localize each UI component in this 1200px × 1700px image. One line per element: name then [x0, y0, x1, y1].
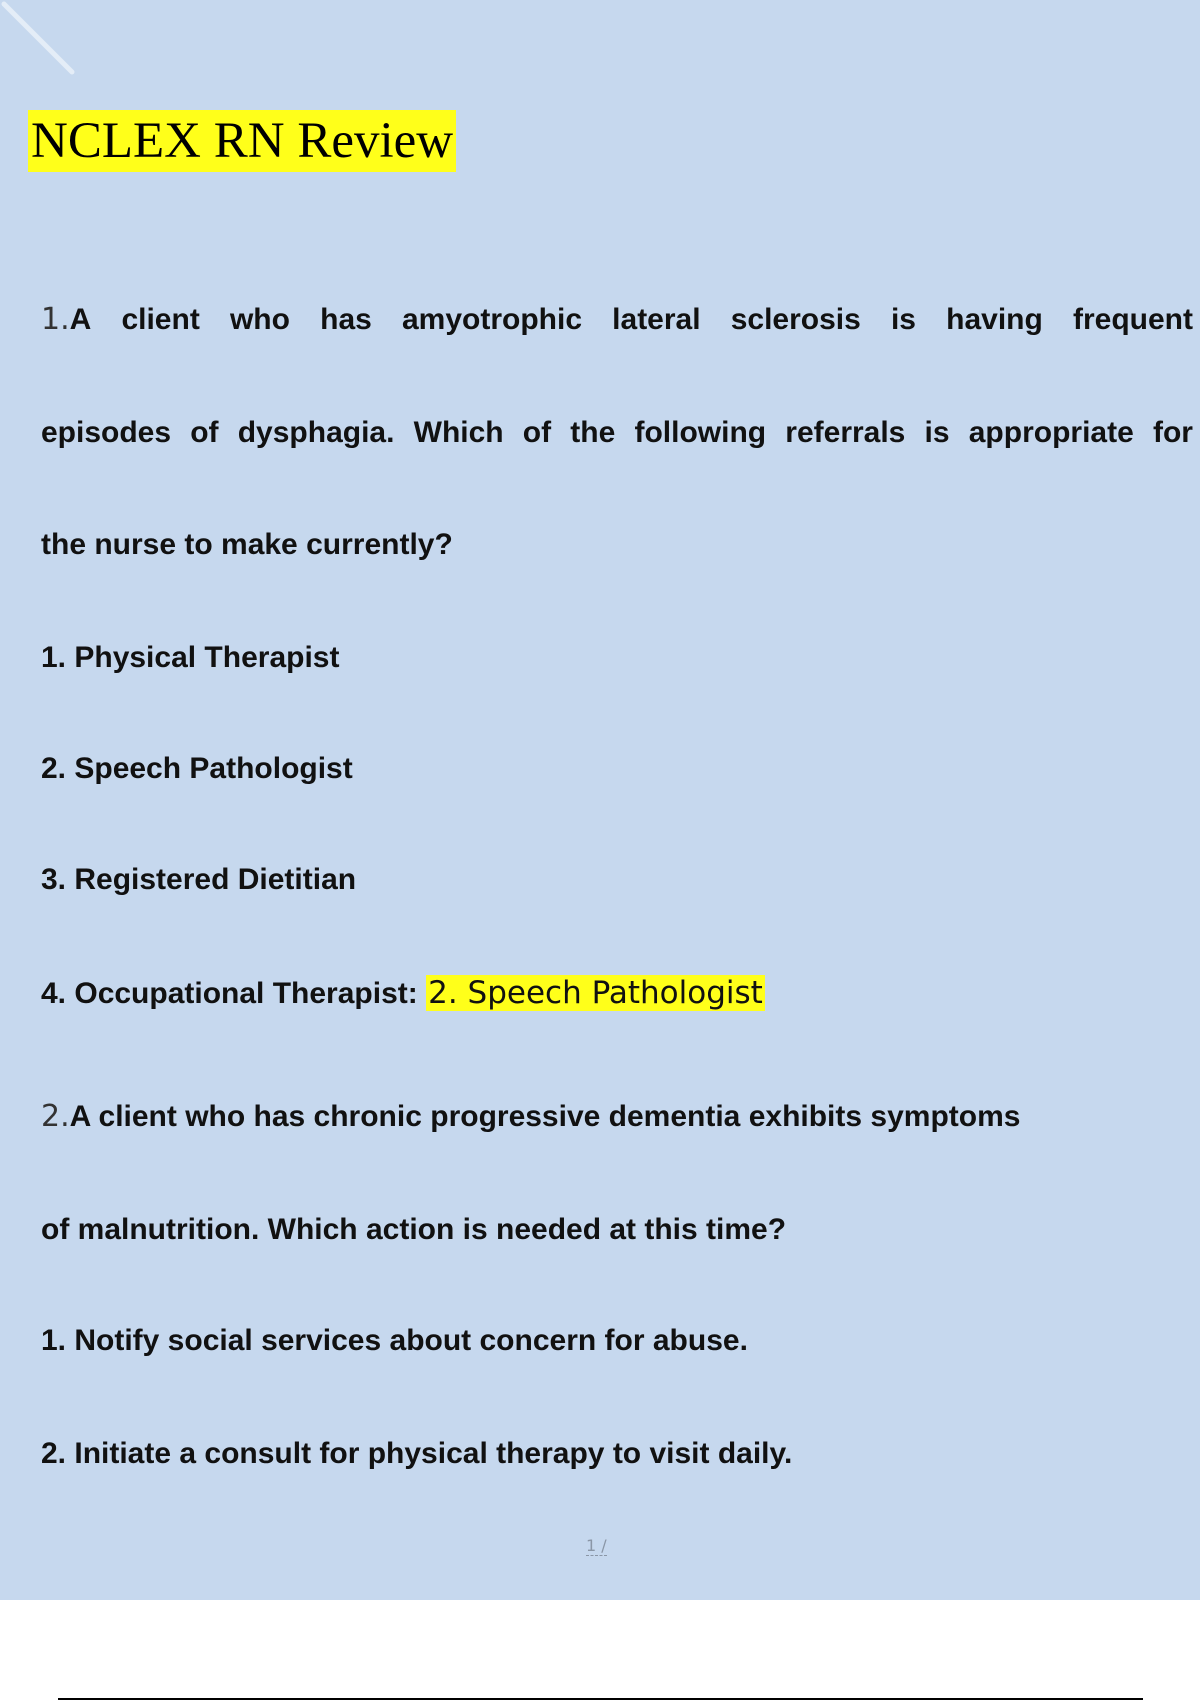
question-2-option-1: 1. Notify social services about concern for abuse. [41, 1324, 748, 1357]
question-1-word: is [890, 303, 916, 336]
document-title: NCLEX RN Review [28, 110, 456, 172]
question-1-option-2: 2. Speech Pathologist [41, 752, 353, 785]
page-corner-mark [0, 0, 90, 90]
question-1-answer: 2. Speech Pathologist [428, 975, 763, 1011]
question-1-option-4-row [41, 973, 765, 1013]
question-1-option-1: 1. Physical Therapist [41, 641, 340, 674]
question-1-word: referrals [785, 416, 906, 449]
question-1-word: lateral [612, 303, 701, 336]
question-2-line-2: of malnutrition. Which action is needed at this time? [41, 1213, 787, 1246]
question-1-word: amyotrophic [401, 303, 583, 336]
question-2-line-1 [41, 1097, 1020, 1137]
question-1-word: following [634, 416, 767, 449]
question-1-word: the [570, 416, 616, 449]
question-1-word: is [924, 416, 950, 449]
question-1-line-3: the nurse to make currently? [41, 528, 453, 561]
question-1-word: having [946, 303, 1043, 336]
question-1-line-1 [41, 300, 1193, 340]
question-1-word: client [121, 303, 200, 336]
question-1-word: episodes [41, 416, 172, 449]
question-1-word: Which [413, 416, 504, 449]
question-1-word: for [1152, 416, 1193, 449]
page-number: 1 / [586, 1536, 607, 1555]
question-2-stem-start: A client who has chronic progressive dementia exhibits symptoms [69, 1100, 1021, 1133]
question-1-word: frequent [1073, 303, 1193, 336]
question-1-word: has [320, 303, 372, 336]
question-1-word: of [522, 416, 552, 449]
question-1-word: 1.A [41, 302, 92, 337]
question-1-option-4: 4. Occupational Therapist: [41, 977, 418, 1010]
question-1-word: sclerosis [730, 303, 861, 336]
question-1-number: 1. [41, 302, 70, 337]
question-1-word: of [190, 416, 219, 449]
question-1-line-2 [41, 413, 1193, 453]
question-1-option-3: 3. Registered Dietitian [41, 863, 357, 896]
question-2-option-2: 2. Initiate a consult for physical therapy to visit daily. [41, 1437, 793, 1470]
question-1-word: appropriate [968, 416, 1134, 449]
question-2-number: 2. [41, 1099, 70, 1134]
question-1-word: who [229, 303, 290, 336]
question-1-word: dysphagia. [237, 416, 395, 449]
